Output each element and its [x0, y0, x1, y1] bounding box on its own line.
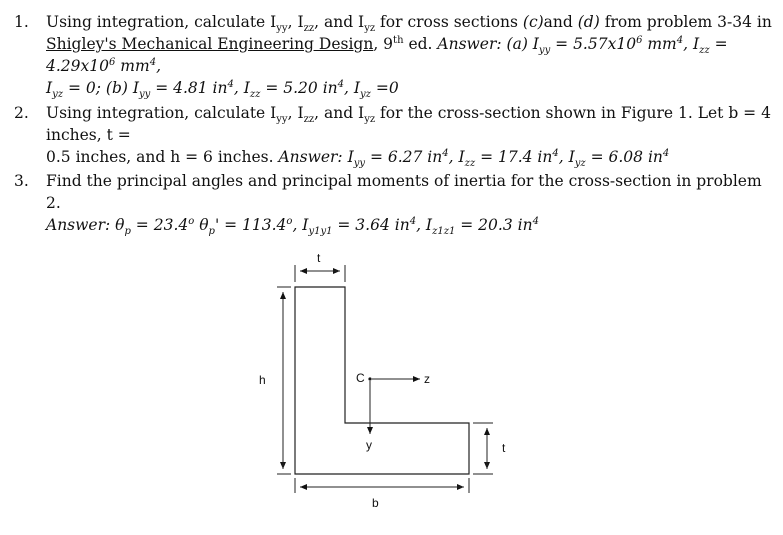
problem-2-text: Using integration, calculate $I_{yy}$, $I_{zz}$, and $I_{yz}$ for the cross-section shown in Figure 1. Let b = 4 inches, t = 0.5 inches, and h = 6 inches. Answer: $I_{yy} = 6.27$ $in^4$, $I_{zz} = 17.4$ $in^4$, $I_{yz} = 6.08$ $in^4$ [46, 104, 771, 170]
l-section-outline [295, 287, 469, 474]
label-t-right: t [502, 441, 506, 455]
label-y: y [366, 438, 372, 452]
problem-number: 1. [14, 13, 29, 31]
problem-number: 2. [14, 104, 29, 122]
centroid-dot [368, 377, 371, 380]
label-z: z [424, 372, 430, 386]
label-h: h [259, 373, 266, 387]
problem-1-text: Using integration, calculate $I_{yy}$, $I_{zz}$, and $I_{yz}$ for cross sections (c)and (d) from problem 3-34 in Shigley's Mechanical Engineering Design, 9th ed. Answer: (a) $I_{yy} = 5.57x10^6$ $mm^4$, $I_{zz} = 4.29x10^6$ $mm^4$, $I_{yz} = 0$; (b) $I_{yy} = 4.81$ $in^4$, $I_{zz} = 5.20$ $in^4$, $I_{yz} =0$ [46, 13, 772, 101]
dim-t-right [473, 423, 493, 474]
label-b: b [372, 496, 379, 510]
problem-number: 3. [14, 172, 29, 190]
answer-1: Answer: (a) $I_{yy} = 5.57x10^6$ $mm^4$, $I_{zz} = 4.29x10^6$ $mm^4$, [46, 34, 728, 75]
label-t-top: t [317, 251, 321, 265]
answer-3: Answer: $\theta_p = 23.4^o$ $\theta_p' = 113.4^o$, $I_{y1y1} = 3.64$ $in^4$, $I_{z1z1} = 20.3$ $in^4$ [46, 215, 539, 238]
book-title: Shigley's Mechanical Engineering Design [46, 35, 374, 53]
dim-t-top [295, 265, 345, 282]
dim-b [295, 478, 469, 493]
problem-3-text: Find the principal angles and principal moments of inertia for the cross-section in problem 2. Answer: $\theta_p = 23.4^o$ $\theta_p' = 113.4^o$, $I_{y1y1} = 3.64$ $in^4$, $I_{z1z1} = 20.3$ $in^4$ [46, 172, 762, 238]
label-centroid: C [356, 371, 365, 385]
dim-h [277, 287, 291, 474]
answer-1-cont: $I_{yz} = 0$; (b) $I_{yy} = 4.81$ $in^4$, $I_{zz} = 5.20$ $in^4$, $I_{yz} =0$ [46, 78, 399, 101]
answer-2: Answer: $I_{yy} = 6.27$ $in^4$, $I_{zz} = 17.4$ $in^4$, $I_{yz} = 6.08$ $in^4$ [278, 147, 670, 170]
